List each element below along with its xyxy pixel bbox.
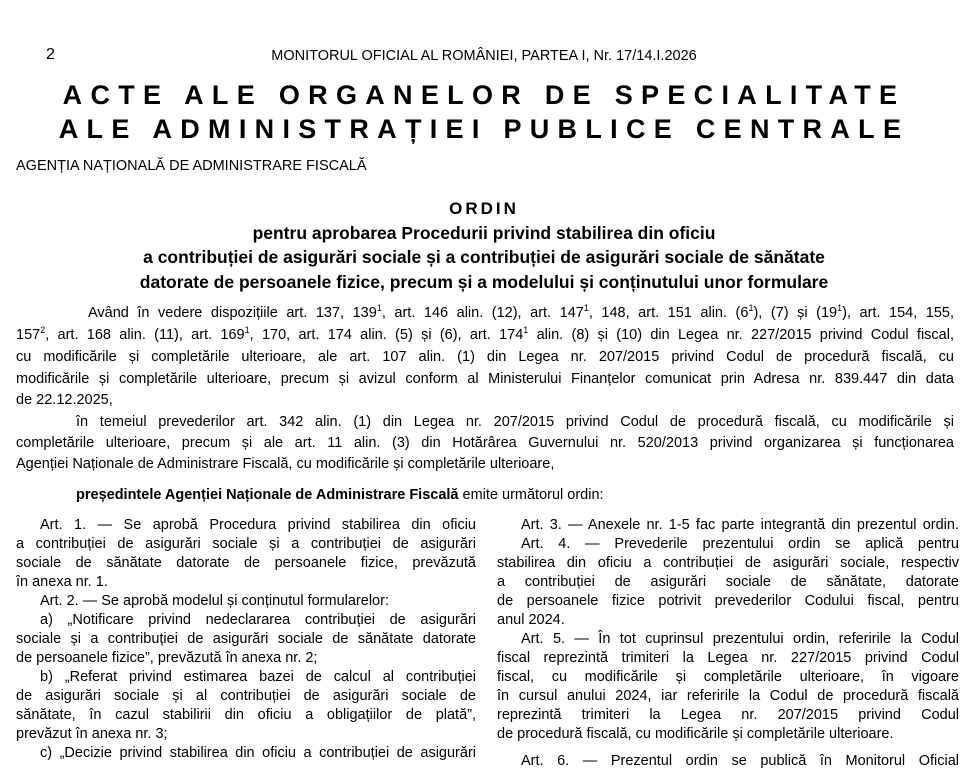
art4-line-1: Art. 4. — Prevederile prezentului ordin se aplică pentru xyxy=(521,536,959,552)
art4-line-4: de persoanele fizice potrivit prevederilor Codului fiscal, pentru xyxy=(497,593,959,609)
art5-line-3: fiscal, cu modificările și completările ulterioare, în vigoare xyxy=(497,669,959,685)
art3-line-1: Art. 3. — Anexele nr. 1-5 fac parte integrantă din prezentul ordin. xyxy=(521,517,959,533)
art4-line-2: stabilirea din oficiu a contribuției de asigurări sociale, respectiv xyxy=(497,555,959,571)
preamble-line-4: modificările și completările ulterioare, precum și avizul conform al Ministerului Finanțelor comunicat prin Adresa nr. 839.447 din data xyxy=(16,371,954,387)
art5-line-2: fiscal reprezintă trimiteri la Legea nr. 227/2015 privind Codul xyxy=(497,650,959,666)
art2a-line-1: a) „Notificare privind nedeclararea contribuției de asigurări xyxy=(40,612,476,628)
preamble-line-8: Agenției Naționale de Administrare Fiscală, cu modificările și completările ulterioare, xyxy=(16,456,555,472)
art1-line-3: sociale de sănătate datorate de persoanele fizice, prevăzută xyxy=(16,555,476,571)
art6-line-1: Art. 6. — Prezentul ordin se publică în Monitorul Oficial xyxy=(521,753,959,769)
art2b-line-4: prevăzut în anexa nr. 3; xyxy=(16,726,168,742)
preamble-line-5: de 22.12.2025, xyxy=(16,392,113,408)
issuing-agency: AGENȚIA NAȚIONALĂ DE ADMINISTRARE FISCALĂ xyxy=(16,158,367,174)
art5-line-1: Art. 5. — În tot cuprinsul prezentului ordin, referirile la Codul xyxy=(521,631,959,647)
issuer-statement: președintele Agenției Naționale de Administrare Fiscală emite următorul ordin: xyxy=(76,487,604,503)
section-title-line-1: ACTE ALE ORGANELOR DE SPECIALITATE xyxy=(62,80,906,110)
art5-line-5: reprezintă trimiteri la Legea nr. 207/2015 privind Codul xyxy=(497,707,959,723)
art4-line-3: a contribuției de asigurări sociale de sănătate, datorate xyxy=(497,574,959,590)
art5-line-4: în cursul anului 2024, iar referirile la Codul de procedură fiscală xyxy=(497,688,959,704)
order-subtitle-line-3: datorate de persoanele fizice, precum și a modelului și conținutului unor formulare xyxy=(139,272,829,292)
art1-line-2: a contribuției de asigurări sociale și a contribuției de asigurări xyxy=(16,536,476,552)
order-subtitle-line-2: a contribuției de asigurări sociale și a contribuției de asigurări sociale de sănătate xyxy=(143,247,825,267)
publication-header: MONITORUL OFICIAL AL ROMÂNIEI, PARTEA I, Nr. 17/14.I.2026 xyxy=(271,48,697,64)
order-heading: ORDIN xyxy=(449,199,519,218)
order-subtitle-line-1: pentru aprobarea Procedurii privind stabilirea din oficiu xyxy=(252,223,716,243)
page-number: 2 xyxy=(46,46,55,63)
art4-line-5: anul 2024. xyxy=(497,612,565,628)
preamble-line-1: Având în vedere dispozițiile art. 137, $139^1$, art. 146 alin. (12), art. $147^1$, 148, art. 151 alin. $(6^1)$, (7) și $(19^1)$, art. 154, 155, xyxy=(88,303,955,321)
art1-line-1: Art. 1. — Se aprobă Procedura privind stabilirea din oficiu xyxy=(40,517,476,533)
section-title-line-2: ALE ADMINISTRAȚIEI PUBLICE CENTRALE xyxy=(58,114,910,144)
art2c-line-1: c) „Decizie privind stabilirea din oficiu a contribuției de asigurări xyxy=(40,745,476,761)
art2-line-1: Art. 2. — Se aprobă modelul și conținutul formularelor: xyxy=(40,593,389,609)
preamble-line-6: în temeiul prevederilor art. 342 alin. (1) din Legea nr. 207/2015 privind Codul de procedură fiscală, cu modificările și xyxy=(76,414,954,430)
art2a-line-3: de persoanele fizice”, prevăzută în anexa nr. 2; xyxy=(16,650,318,666)
art2a-line-2: sociale și a contribuției de asigurări sociale de sănătate datorate xyxy=(16,631,476,647)
art5-line-6: de procedură fiscală, cu modificările și completările ulterioare. xyxy=(497,726,894,742)
preamble-line-3: cu modificările și completările ulterioare, ale art. 107 alin. (1) din Legea nr. 207/2015 privind Codul de procedură fiscală, cu xyxy=(16,349,954,365)
preamble-line-2: $157^2$, art. 168 alin. (11), art. $169^1$, 170, art. 174 alin. (5) și (6), art. $174^1$ alin. (8) și (10) din Legea nr. 227/2015 privind Codul fiscal, xyxy=(16,325,954,343)
art2b-line-3: sănătate, în cazul stabilirii din oficiu a obligațiilor de plată”, xyxy=(16,707,476,723)
art1-line-4: în anexa nr. 1. xyxy=(16,574,108,590)
art2b-line-2: de asigurări sociale și al contribuției de asigurări sociale de xyxy=(16,688,476,704)
preamble-line-7: completările ulterioare, precum și ale art. 11 alin. (3) din Hotărârea Guvernului nr. 520/2013 privind organizarea și funcționarea xyxy=(16,435,954,451)
art2b-line-1: b) „Referat privind estimarea bazei de calcul al contribuției xyxy=(40,669,476,685)
issuer-name: președintele Agenției Naționale de Administrare Fiscală xyxy=(76,487,459,503)
